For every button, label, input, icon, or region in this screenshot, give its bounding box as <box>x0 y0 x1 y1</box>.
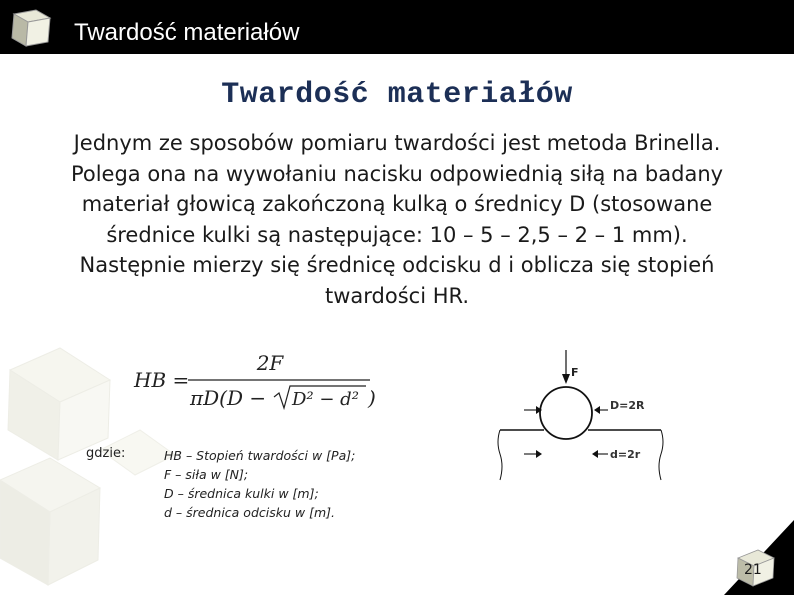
where-label: gdzie: <box>86 446 126 461</box>
slide-title: Twardość materiałów <box>221 78 573 112</box>
force-label: F <box>571 366 579 379</box>
definition-ball-diameter: D – średnica kulki w [m]; <box>164 486 319 501</box>
paragraph-line-3: materiał głowicą zakończoną kulką o średnicy D (stosowane <box>81 192 713 216</box>
title-bar <box>0 0 794 54</box>
imprint-label: d=2r <box>610 448 641 461</box>
brinell-diagram <box>496 346 676 496</box>
ball-label: D=2R <box>610 399 645 412</box>
paragraph-line-5: Następnie mierzy się średnicę odcisku d i oblicza się stopień <box>79 253 715 277</box>
body-paragraph <box>30 128 764 311</box>
formula-lhs: HB = <box>134 368 190 392</box>
paragraph-line-1: Jednym ze sposobów pomiaru twardości jest metoda Brinella. <box>73 131 721 155</box>
header-title: Twardość materiałów <box>74 19 300 46</box>
cube-logo-icon <box>10 6 54 48</box>
page-number: 21 <box>744 562 762 578</box>
formula-numerator: 2F <box>256 351 284 375</box>
definition-imprint-diameter: d – średnica odcisku w [m]. <box>164 505 335 520</box>
corner-decoration <box>724 520 794 595</box>
formula-denominator-suffix: ) <box>368 386 376 410</box>
formula-denominator-prefix: πD(D − <box>190 386 267 410</box>
paragraph-line-6: twardości HR. <box>324 283 470 308</box>
brinell-formula <box>132 350 392 420</box>
definition-hb: HB – Stopień twardości w [Pa]; <box>164 448 356 463</box>
paragraph-line-4: średnice kulki są następujące: 10 – 5 – 2,5 – 2 – 1 mm). <box>106 222 688 247</box>
formula-sqrt-content: D² − d² <box>292 389 359 410</box>
definitions-list <box>164 446 355 522</box>
definition-f: F – siła w [N]; <box>164 467 249 482</box>
paragraph-line-2: Polega ona na wywołaniu nacisku odpowiednią siłą na badany <box>70 161 724 186</box>
